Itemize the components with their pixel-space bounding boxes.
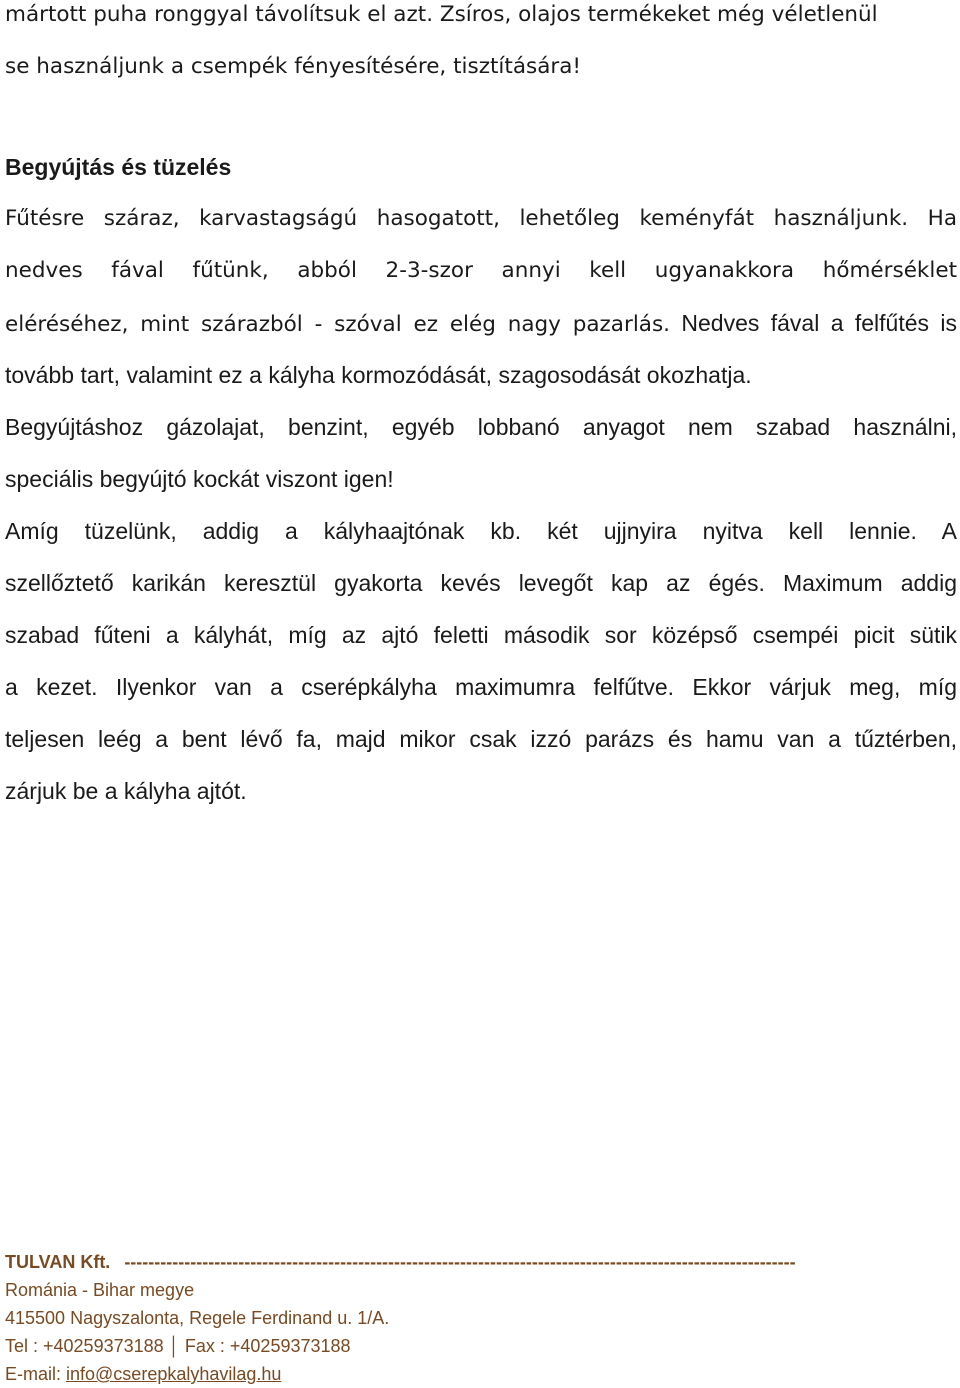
footer-phone-fax: Tel : +40259373188 │ Fax : +40259373188	[5, 1336, 351, 1356]
paragraph-line-6: speciális begyújtó kockát viszont igen!	[5, 466, 394, 492]
company-name: TULVAN Kft.	[5, 1252, 111, 1272]
email-link[interactable]: info@cserepkalyhavilag.hu	[66, 1364, 282, 1384]
footer-address: 415500 Nagyszalonta, Regele Ferdinand u. 1/A.	[5, 1308, 390, 1328]
paragraph-line-1: Fűtésre száraz, karvastagságú hasogatott, lehetőleg keményfát használjunk. Ha	[5, 206, 957, 231]
paragraph-line-8: szellőztető karikán keresztül gyakorta kevés levegőt kap az égés. Maximum addig	[5, 570, 957, 596]
paragraph-line-3-part-a: eléréséhez, mint szárazból - szóval ez elég nagy pazarlás.	[5, 312, 671, 337]
email-label: E-mail:	[5, 1364, 67, 1384]
paragraph-line-4: tovább tart, valamint ez a kályha kormozódását, szagosodását okozhatja.	[5, 362, 752, 388]
paragraph-line-3-part-b: Nedves fával a felfűtés is	[670, 310, 957, 336]
intro-paragraph	[5, 0, 957, 93]
footer-email-line	[5, 1360, 960, 1388]
intro-line-1: mártott puha ronggyal távolítsuk el azt. Zsíros, olajos termékeket még véletlenül	[5, 2, 878, 27]
paragraph-line-12: zárjuk be a kályha ajtót.	[5, 778, 247, 804]
section-paragraph	[5, 193, 957, 817]
intro-line-2: se használjunk a csempék fényesítésére, tisztítására!	[5, 54, 582, 79]
paragraph-line-11: teljesen leég a bent lévő fa, majd mikor csak izzó parázs és hamu van a tűztérben,	[5, 726, 957, 752]
paragraph-line-10: a kezet. Ilyenkor van a cserépkályha maximumra felfűtve. Ekkor várjuk meg, míg	[5, 674, 957, 700]
footer-separator: ----------------------------------------------------------------------------------------------------------------	[124, 1252, 796, 1272]
paragraph-line-5: Begyújtáshoz gázolajat, benzint, egyéb lobbanó anyagot nem szabad használni,	[5, 414, 957, 440]
footer	[5, 1248, 960, 1388]
footer-company-line	[5, 1248, 960, 1276]
section-heading: Begyújtás és tüzelés	[5, 154, 232, 180]
paragraph-line-2: nedves fával fűtünk, abból 2-3-szor annyi kell ugyanakkora hőmérséklet	[5, 258, 957, 283]
paragraph-line-7: Amíg tüzelünk, addig a kályhaajtónak kb. két ujjnyira nyitva kell lennie. A	[5, 518, 957, 544]
footer-region: Románia - Bihar megye	[5, 1280, 195, 1300]
paragraph-line-3	[5, 297, 957, 349]
paragraph-line-9: szabad fűteni a kályhát, míg az ajtó feletti második sor középső csempéi picit sütik	[5, 622, 957, 648]
